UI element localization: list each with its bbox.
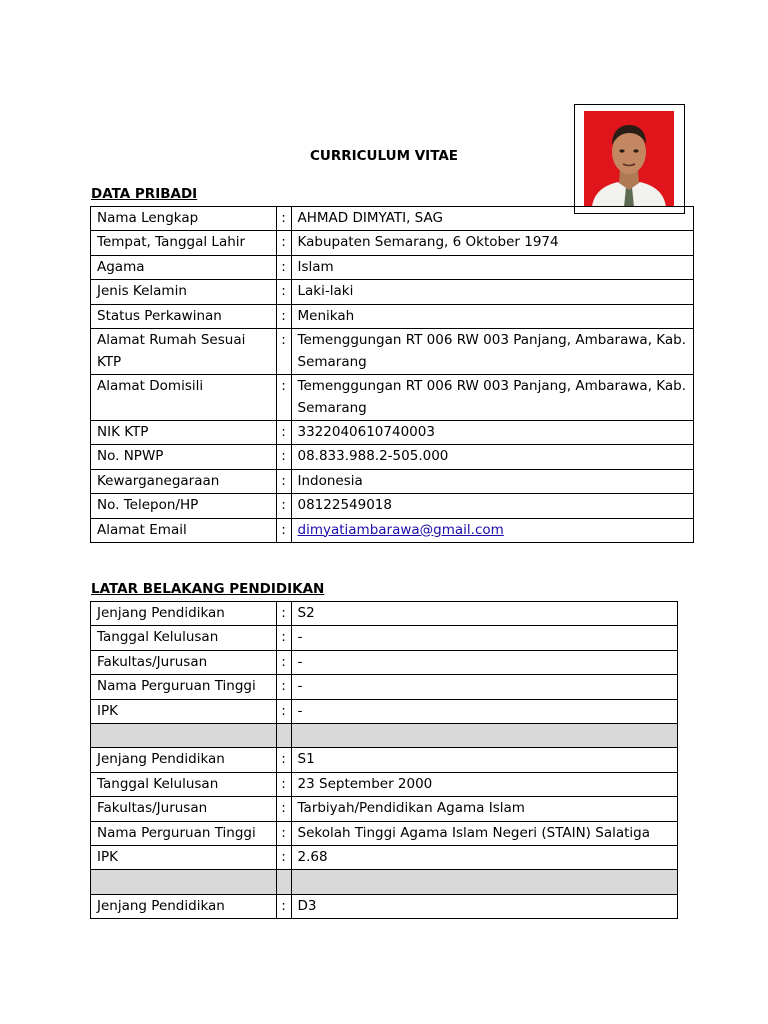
table-row <box>91 207 694 231</box>
table-row <box>91 699 678 723</box>
row-value: AHMAD DIMYATI, SAG <box>291 207 694 231</box>
row-label: Agama <box>91 255 277 279</box>
row-label: Alamat Domisili <box>91 374 277 420</box>
personal-data-table <box>90 206 694 543</box>
row-colon: : <box>276 650 291 674</box>
row-label: Jenjang Pendidikan <box>91 748 277 772</box>
row-label: IPK <box>91 845 277 869</box>
table-row <box>91 894 678 918</box>
row-colon: : <box>276 207 291 231</box>
cv-title: CURRICULUM VITAE <box>309 148 459 164</box>
row-value: Indonesia <box>291 469 694 493</box>
row-colon: : <box>276 821 291 845</box>
table-row <box>91 518 694 542</box>
row-label: Jenjang Pendidikan <box>91 894 277 918</box>
table-row <box>91 772 678 796</box>
row-label: Nama Perguruan Tinggi <box>91 821 277 845</box>
row-value: - <box>291 650 677 674</box>
row-value: Laki-laki <box>291 280 694 304</box>
row-label: Status Perkawinan <box>91 304 277 328</box>
table-row <box>91 650 678 674</box>
row-label: Tempat, Tanggal Lahir <box>91 231 277 255</box>
email-link[interactable]: dimyatiambarawa@gmail.com <box>297 521 504 538</box>
section-heading-education: LATAR BELAKANG PENDIDIKAN <box>91 581 325 597</box>
row-value: Temenggungan RT 006 RW 003 Panjang, Ambarawa, Kab. Semarang <box>291 374 694 420</box>
table-row <box>91 723 678 747</box>
row-value: Menikah <box>291 304 694 328</box>
table-row <box>91 748 678 772</box>
row-value: Tarbiyah/Pendidikan Agama Islam <box>291 797 677 821</box>
row-colon: : <box>276 445 291 469</box>
row-colon: : <box>276 494 291 518</box>
row-colon: : <box>276 699 291 723</box>
row-colon: : <box>276 748 291 772</box>
row-label: No. Telepon/HP <box>91 494 277 518</box>
row-label: Kewarganegaraan <box>91 469 277 493</box>
table-row <box>91 374 694 420</box>
row-value: Sekolah Tinggi Agama Islam Negeri (STAIN) Salatiga <box>291 821 677 845</box>
table-row <box>91 626 678 650</box>
row-value: Temenggungan RT 006 RW 003 Panjang, Ambarawa, Kab. Semarang <box>291 328 694 374</box>
section-heading-personal: DATA PRIBADI <box>91 186 198 202</box>
row-value: - <box>291 675 677 699</box>
row-label: Alamat Rumah Sesuai KTP <box>91 328 277 374</box>
table-row <box>91 231 694 255</box>
row-label <box>91 870 277 894</box>
row-value: 08.833.988.2-505.000 <box>291 445 694 469</box>
row-label: NIK KTP <box>91 420 277 444</box>
table-row <box>91 420 694 444</box>
table-row <box>91 494 694 518</box>
row-colon: : <box>276 626 291 650</box>
row-colon: : <box>276 304 291 328</box>
row-value: - <box>291 626 677 650</box>
row-value: S2 <box>291 602 677 626</box>
row-colon: : <box>276 602 291 626</box>
row-label: Alamat Email <box>91 518 277 542</box>
row-value: 08122549018 <box>291 494 694 518</box>
row-label: IPK <box>91 699 277 723</box>
row-colon: : <box>276 894 291 918</box>
row-colon: : <box>276 518 291 542</box>
row-value <box>291 870 677 894</box>
row-colon: : <box>276 420 291 444</box>
row-label: Jenjang Pendidikan <box>91 602 277 626</box>
row-colon: : <box>276 231 291 255</box>
education-table <box>90 601 678 919</box>
table-row <box>91 255 694 279</box>
table-row <box>91 304 694 328</box>
table-row <box>91 797 678 821</box>
row-value: S1 <box>291 748 677 772</box>
row-label: No. NPWP <box>91 445 277 469</box>
row-colon: : <box>276 374 291 420</box>
row-colon <box>276 723 291 747</box>
table-row <box>91 870 678 894</box>
row-label: Nama Perguruan Tinggi <box>91 675 277 699</box>
table-row <box>91 675 678 699</box>
table-row <box>91 469 694 493</box>
row-label: Fakultas/Jurusan <box>91 797 277 821</box>
row-colon: : <box>276 469 291 493</box>
profile-photo <box>574 104 685 214</box>
personal-data-body <box>91 207 694 543</box>
row-value: Islam <box>291 255 694 279</box>
table-row <box>91 845 678 869</box>
row-label: Nama Lengkap <box>91 207 277 231</box>
row-value: 23 September 2000 <box>291 772 677 796</box>
row-colon: : <box>276 772 291 796</box>
row-value: - <box>291 699 677 723</box>
row-label: Jenis Kelamin <box>91 280 277 304</box>
row-colon: : <box>276 328 291 374</box>
table-row <box>91 821 678 845</box>
table-row <box>91 280 694 304</box>
table-row <box>91 445 694 469</box>
table-row <box>91 602 678 626</box>
row-value: 3322040610740003 <box>291 420 694 444</box>
row-colon: : <box>276 845 291 869</box>
row-colon: : <box>276 797 291 821</box>
table-row <box>91 328 694 374</box>
education-body <box>91 602 678 919</box>
row-value: Kabupaten Semarang, 6 Oktober 1974 <box>291 231 694 255</box>
row-value <box>291 723 677 747</box>
row-label <box>91 723 277 747</box>
row-label: Tanggal Kelulusan <box>91 626 277 650</box>
row-value: D3 <box>291 894 677 918</box>
row-value <box>291 518 694 542</box>
row-value: 2.68 <box>291 845 677 869</box>
row-colon: : <box>276 675 291 699</box>
row-label: Fakultas/Jurusan <box>91 650 277 674</box>
row-label: Tanggal Kelulusan <box>91 772 277 796</box>
row-colon: : <box>276 255 291 279</box>
row-colon: : <box>276 280 291 304</box>
row-colon <box>276 870 291 894</box>
